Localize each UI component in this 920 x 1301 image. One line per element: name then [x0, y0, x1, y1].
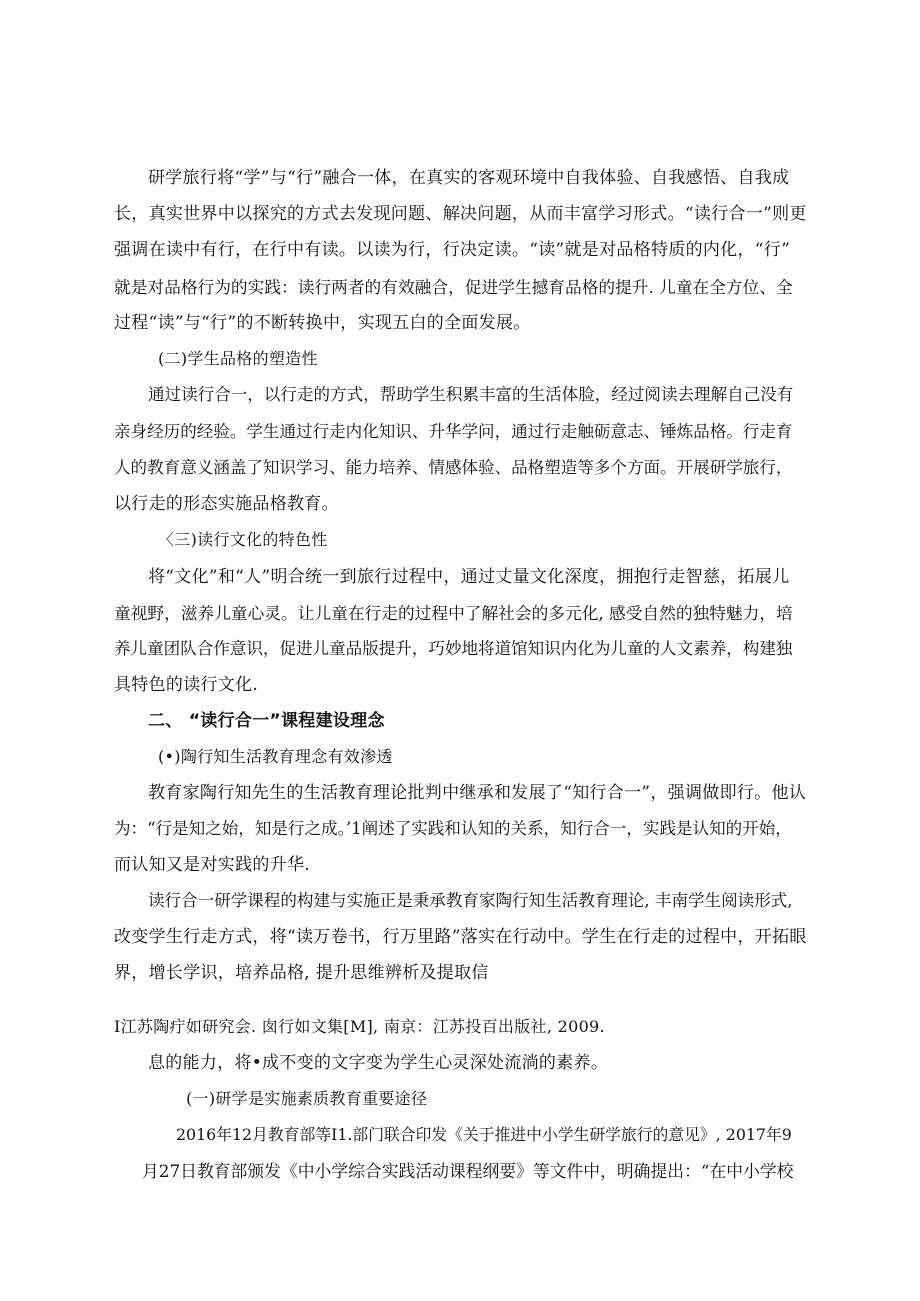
para7-line-1: 2016年12月教育部等I1.部门联合印发《关于推进中小学生研学旅行的意见》, 2017年9: [176, 1125, 792, 1144]
para1-line-4: 就是对品格行为的实践：读行两者的有效融合，促进学生撼育品格的提升. 儿童在全方位、全: [114, 277, 793, 297]
para3-line-3: 养儿童团队合作意识，促进儿童品版提升，巧妙地将道馆知识内化为儿童的人文素养，构建独: [114, 639, 793, 658]
subheading-culture-feature: 〈三)读行文化的特色性: [158, 530, 328, 549]
para4-line-1: 教育家陶行知先生的生活教育理论批判中继承和发展了“知行合一”，强调做即行。他认: [148, 783, 807, 803]
footnote-reference: I江苏陶疔如研究会. 囱行如文集[M], 南京：江苏投百出版社, 2009.: [114, 1017, 605, 1036]
subheading-character-shaping: (二)学生品格的塑造性: [158, 349, 318, 368]
para4-line-3: 而认知又是对实践的升华.: [114, 855, 311, 875]
para1-line-1: 研学旅行将“学”与“行”融合一体，在真实的客观环境中自我体验、自我感悟、自我成: [148, 168, 790, 188]
para2-line-4: 以行走的形态实施品格教育。: [114, 494, 339, 514]
para2-line-1: 通过读行合一，以行走的方式，帮助学生积累丰富的生活体脸，经过阅读去理解自己没有: [148, 385, 794, 404]
section-title-course-philosophy: 二、 “读行合一”课程建设理念: [148, 711, 385, 731]
para1-line-5: 过程“读”与“行”的不断转换中，实现五白的全面发展。: [114, 313, 531, 333]
para2-line-3: 人的教育意义涵盖了知识学习、能力培养、情感体验、品格塑造等多个方面。开展研学旅行，: [114, 458, 793, 477]
para3-line-4: 具特色的读行文化.: [114, 675, 259, 695]
subheading-quality-education: (一)研学是实施素质教育重要途径: [186, 1089, 428, 1108]
para3-line-2: 童视野，滋养儿童心灵。让儿童在行走的过程中了解社会的多元化, 感受自然的独特魅力，培: [114, 603, 793, 623]
para7-line-2: 月27日教育部颁发《中小学综合实践活动课程纲要》等文件中，明确提出：“在中小学校: [142, 1161, 794, 1181]
para5-line-2: 改变学生行走方式，将“读万卷书，行万里路”落实在行动中。学生在行走的过程中，开拓眼: [114, 927, 807, 947]
para1-line-3: 强调在读中有行，在行中有读。以读为行，行决定读。“读”就是对品格特质的内化，“行”: [114, 240, 791, 260]
para2-line-2: 亲身经历的经验。学生通过行走内化知识、升华学问，通过行走触砺意志、锤炼品格。行走育: [114, 422, 793, 441]
para1-line-2: 长，真实世界中以探究的方式去发现问题、解决问题，从而丰富学习形式。“读行合一”则更: [114, 204, 807, 224]
para5-line-1: 读行合一研学课程的构建与实施正是秉承教育家陶行知生活教育理论, 丰南学生阅读形式,: [148, 891, 793, 910]
para5-line-3: 界，增长学识，培养品格, 提升思维辨析及提取信: [114, 963, 489, 983]
para6-line-1: 息的能力，将•成不变的文字变为学生心灵深处流淌的素养。: [148, 1053, 609, 1073]
para3-line-1: 将“文化”和“人”明合统一到旅行过程中，通过丈量文化深度，拥抱行走智慈，拓展儿: [148, 567, 790, 587]
para4-line-2: 为：“行是知之始，知是行之成。’1阐述了实践和认知的关系，知行合一，实践是认知的开始，: [114, 819, 792, 838]
subheading-tao-xingzhi: (•)陶行知生活教育理念有效渗透: [158, 747, 393, 766]
